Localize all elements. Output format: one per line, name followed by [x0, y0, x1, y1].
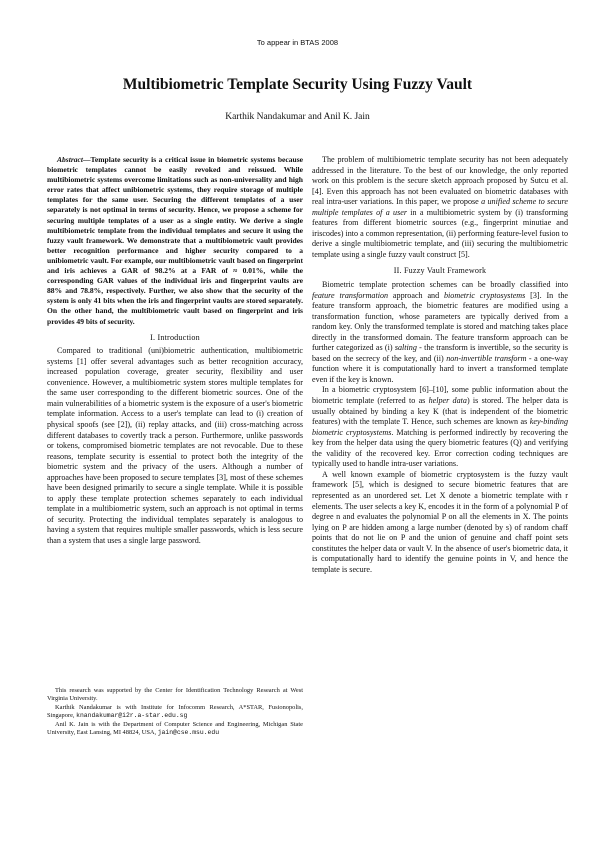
section-heading-fuzzy-vault: II. Fuzzy Vault Framework: [393, 266, 487, 276]
footnote-author-1-text: Karthik Nandakumar is with Institute for Infocomm Research, A*STAR, Fusionopolis, Singapore,: [47, 703, 303, 720]
fv-paragraph-2: [312, 385, 568, 469]
problem-text-b: in a multibiometric system by (i) transforming features from different biometric sources (e.g., fingerprint minutiae and iriscodes) into a common representation, (ii) performing feature-level fusion to derive a single multibiometric template, and (iii) securing the multibiometric template using a single fuzzy vault construct [5].: [312, 207, 569, 259]
fv2-em1: helper data: [428, 396, 467, 406]
paper-authors: Karthik Nandakumar and Anil K. Jain: [225, 112, 370, 122]
email-link-2[interactable]: jain@cse.msu.edu: [157, 729, 220, 737]
venue-note: To appear in BTAS 2008: [256, 38, 339, 47]
left-column: [47, 155, 303, 547]
fv1-d: - the transform is invertible, so the security is based on the secrecy of the key, and (ii): [312, 343, 568, 363]
footnotes: [47, 687, 303, 737]
footnote-funding: This research was supported by the Center for Identification Technology Research at West Virginia University.: [47, 687, 303, 703]
fv-paragraph-1: [312, 280, 568, 385]
fv1-em2: biometric cryptosystems: [444, 290, 526, 300]
email-link-1[interactable]: knandakumar@i2r.a-star.edu.sg: [76, 712, 188, 720]
fv1-em3: salting: [394, 343, 417, 353]
fv2-b: ) is stored. The helper data is usually obtained by binding a key K (that is independent of the biometric features) with the template T. Hence, such schemes are known as: [312, 396, 569, 427]
fv1-b: approach and: [388, 290, 444, 300]
problem-emphasis: a unified scheme to secure multiple templates of a user: [312, 197, 568, 217]
abstract-lead: Abstract: [57, 155, 83, 164]
footnote-author-1: [47, 704, 303, 721]
right-column: [312, 155, 568, 575]
fv1-a: Biometric template protection schemes can be broadly classified into: [322, 280, 568, 290]
fv1-em4: non-invertible transform: [446, 353, 527, 363]
fv1-c: [3]. In the feature transform approach, the biometric features are modified using a transformation function, whose parameters are typically derived from a random key. Only the transformed template is stored and matching takes place directly in the transformed domain. The feature transform approach can be further categorized as (i): [312, 290, 568, 353]
intro-paragraph: Compared to traditional (uni)biometric authentication, multibiometric systems [1] offer several advantages such as better recognition accuracy, increased population coverage, greater security, flexibility and user convenience. However, a multibiometric system stores multiple templates for the same user corresponding to the different biometric sources. One of the main vulnerabilities of a biometric system is the exposure of a user's biometric template information. Access to a user's template can lead to (i) creation of physical spoofs (see [2]), (ii) replay attacks, and (iii) cross-matching across different databases to covertly track a person. Furthermore, unlike passwords or tokens, compromised biometric templates are not revocable. Due to these reasons, template security is essential to protect both the integrity of the biometric system and the privacy of the users. Although a number of approaches have been proposed to secure templates [3], most of these schemes have been designed primarily to secure a single template. While it is possible to apply these template protection schemes separately to each individual template in a multibiometric system, such an approach is not optimal in terms of security. Protecting the individual templates separately is analogous to having a system that requires multiple smaller passwords, which is less secure than a system that uses a single large password.: [47, 346, 303, 545]
problem-paragraph: [312, 155, 568, 260]
footnote-author-2-text: Anil K. Jain is with the Department of Computer Science and Engineering, Michigan State University, East Lansing, MI 48824, USA,: [47, 720, 303, 737]
fv2-c: . Matching is performed indirectly by recovering the key from the helper data using the query biometric features (Q) and verifying the validity of the recovered key. Error correction coding techniques are typically used to handle intra-user variations.: [312, 427, 568, 469]
fv2-em2: key-binding biometric cryptosystems: [312, 417, 568, 437]
abstract: [47, 155, 303, 327]
abstract-text: —Template security is a critical issue in biometric systems because biometric templates cannot be easily revoked and reissued. While multibiometric systems overcome limitations such as non-universality and high error rates that affect unibiometric systems, they require storage of multiple templates for the same user. Securing the different templates of a user separately is not optimal in terms of security. Hence, we propose a scheme for securing multiple templates of a user as a single entity. We derive a single multibiometric template from the individual templates and secure it using the fuzzy vault framework. We demonstrate that a multibiometric vault provides better recognition performance and higher security compared to a unibiometric vault. For example, our multibiometric vault based on fingerprint and iris achieves a GAR of 98.2% at a FAR of ≈ 0.01%, while the corresponding GAR values of the individual iris and fingerprint vaults are 88% and 78.8%, respectively. Further, we also show that the security of the system is only 41 bits when the iris and fingerprint vaults are stored separately. On the other hand, the multibiometric vault based on fingerprint and iris provides 49 bits of security.: [47, 155, 303, 326]
footnote-author-2: [47, 721, 303, 738]
fv1-em1: feature transformation: [312, 290, 389, 300]
fv-paragraph-3: A well known example of biometric cryptosystem is the fuzzy vault framework [5], which is designed to secure biometric features that are represented as an unordered set. Let X denote a biometric template with r elements. The user selects a key K, encodes it in the form of a polynomial P of degree n and evaluates the polynomial P on all the elements in X. The points lying on P are hidden among a large number (denoted by s) of random chaff points that do not lie on P and the union of genuine and chaff point sets constitutes the helper data or vault V. In the absence of user's biometric data, it is computationally hard to identify the genuine points in V, and hence the template is secure.: [312, 469, 568, 574]
section-heading-introduction: I. Introduction: [150, 332, 200, 342]
fv1-e: - a one-way function where it is computationally hard to invert a transformed template even if the key is known.: [312, 353, 568, 384]
problem-text-a: The problem of multibiometric template security has not been adequately addressed in the literature. To the best of our knowledge, the only reported work on this problem is the secure sketch approach proposed by Sutcu et al. [4]. Even this approach has not been evaluated on biometric databases with real intra-user variations. In this paper, we propose: [312, 155, 568, 207]
fv2-a: In a biometric cryptosystem [6]–[10], some public information about the biometric template (referred to as: [312, 385, 568, 406]
paper-title: Multibiometric Template Security Using Fuzzy Vault: [122, 76, 473, 93]
